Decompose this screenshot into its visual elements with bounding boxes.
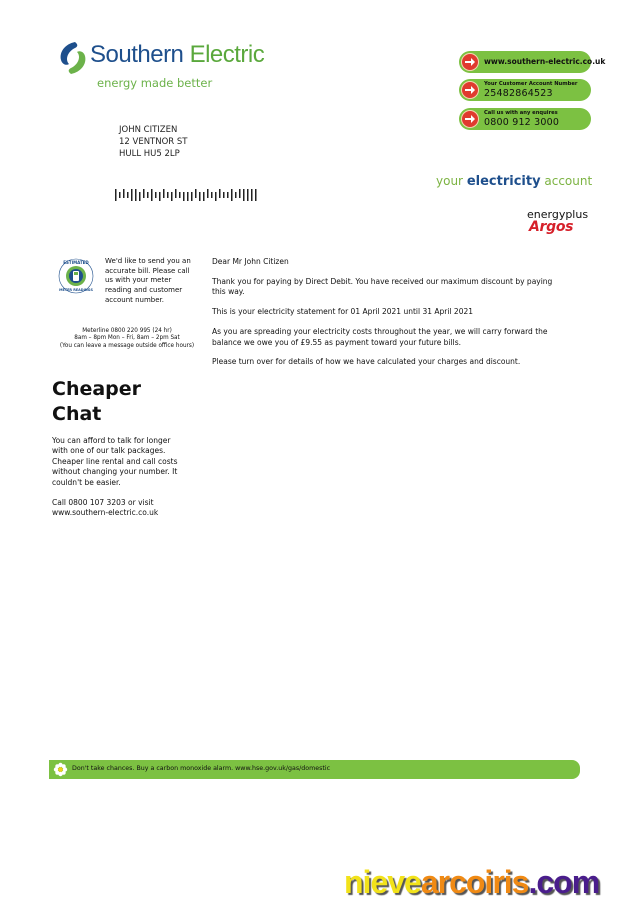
arrow-right-icon [461,110,479,128]
address-line: 12 VENTNOR ST [119,137,188,147]
letter-body [212,257,557,377]
svg-text:ESTIMATED: ESTIMATED [63,260,89,265]
argos-logo: Argos [529,219,574,235]
enquiries-pill[interactable] [459,108,591,130]
estimated-meter-readings-icon [58,258,94,294]
watermark [344,864,599,901]
watermark-part2: arcoiris [420,864,529,900]
meter-reading-request: We'd like to send you an accurate bill. Please call us with your meter reading and customer account number. [105,257,191,304]
arrow-right-icon [461,81,479,99]
brand-tagline: energy made better [97,76,213,90]
watermark-part1: nieve [344,864,421,900]
safety-banner-text: Don't take chances. Buy a carbon monoxide alarm. www.hse.gov.uk/gas/domestic [72,765,331,772]
postal-barcode [115,187,258,203]
brand-name-part1: Southern [90,41,184,68]
safety-banner [49,760,580,779]
promo-title [52,377,141,427]
promo-title-line2: Chat [52,403,102,425]
website-url[interactable]: www.southern-electric.co.uk [484,57,606,66]
southern-electric-logo-icon [57,40,89,76]
account-title [436,174,592,189]
letter-paragraph: This is your electricity statement for 01 April 2021 until 31 April 2021 [212,307,474,317]
svg-text:METER READINGS: METER READINGS [59,288,93,292]
recipient-address [119,124,188,160]
promo-description: You can afford to talk for longer with one of our talk packages. Cheaper line rental and call costs without changing your number. It couldn't be easier. [52,436,178,487]
letter-paragraph: Please turn over for details of how we have calculated your charges and discount. [212,357,521,367]
promo-body [52,436,182,529]
website-pill[interactable] [459,51,606,73]
meterline-hours: 8am – 8pm Mon – Fri, 8am – 2pm Sat [74,335,180,342]
letter-paragraph: As you are spreading your electricity costs throughout the year, we will carry forward the balance we owe you of £9.55 as payment toward your future bills. [212,327,548,347]
meterline-number: Meterline 0800 220 995 (24 hr) [82,328,172,334]
arrow-right-icon [461,53,479,71]
promo-title-line1: Cheaper [52,378,142,400]
account-title-part3: account [544,174,593,188]
address-line: JOHN CITIZEN [119,125,178,135]
watermark-part3: .com [528,864,600,900]
brand-name [90,41,264,69]
meterline-note: (You can leave a message outside office hours) [59,342,195,349]
account-title-part2: electricity [466,174,541,189]
energyplus-logo: energyplus [527,208,589,221]
letter-paragraph: Thank you for paying by Direct Debit. You have received our maximum discount by paying this way. [212,276,553,297]
account-number-label: Your Customer Account Number [484,81,578,87]
daisy-icon [53,762,68,777]
account-title-part1: your [436,174,463,188]
enquiries-phone[interactable]: 0800 912 3000 [484,117,560,128]
account-number-pill [459,79,591,101]
account-number-value: 25482864523 [484,88,553,99]
address-line: HULL HU5 2LP [119,149,180,159]
brand-name-part2: Electric [189,41,265,68]
meterline-info [52,328,202,350]
promo-cta: Call 0800 107 3203 or visit www.southern-electric.co.uk [52,498,159,518]
enquiries-label: Call us with any enquires [484,110,558,116]
letter-salutation: Dear Mr John Citizen [212,257,289,266]
